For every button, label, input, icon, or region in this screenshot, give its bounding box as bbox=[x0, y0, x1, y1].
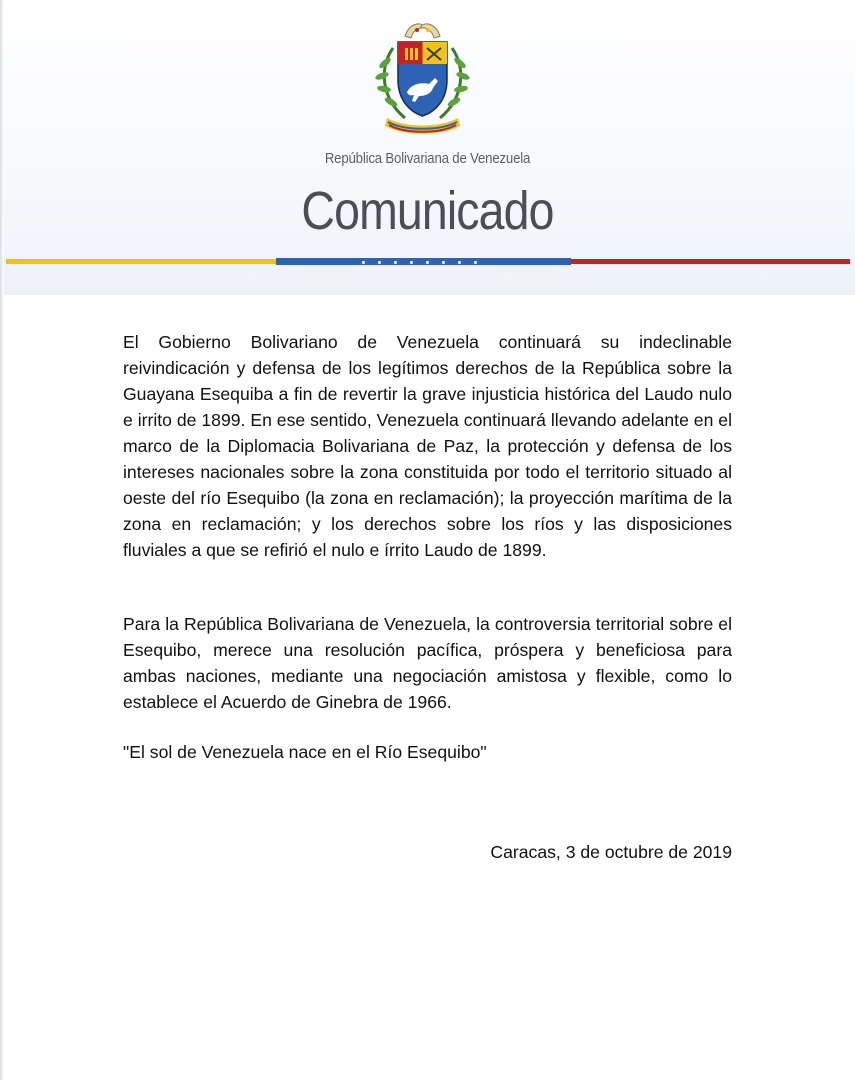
star-icon bbox=[458, 261, 461, 264]
org-name: República Bolivariana de Venezuela bbox=[324, 150, 531, 167]
flag-band-stars bbox=[362, 261, 492, 265]
star-icon bbox=[442, 261, 445, 264]
closing-quote: "El sol de Venezuela nace en el Río Esequibo" bbox=[123, 742, 487, 762]
flag-color-band bbox=[6, 257, 850, 267]
star-icon bbox=[474, 261, 477, 264]
letterhead bbox=[0, 0, 855, 295]
page-title: Comunicado bbox=[301, 181, 554, 241]
flag-band-red bbox=[571, 259, 850, 264]
star-icon bbox=[426, 261, 429, 264]
body-paragraph-1: El Gobierno Bolivariano de Venezuela continuará su indeclinable reivindicación y defensa de los legítimos derechos de la República sobre la Guayana Esequiba a fin de revertir la grave injusticia histórica del Laudo nulo e irrito de 1899. En ese sentido, Venezuela continuará llevando adelante en el marco de la Diplomacia Bolivariana de Paz, la protección y defensa de los intereses nacionales sobre la zona constituida por todo el territorio situado al oeste del río Esequibo (la zona en reclamación); la proyección marítima de la zona en reclamación; y los derechos sobre los ríos y las disposiciones fluviales a que se refirió el nulo e írrito Laudo de 1899. bbox=[123, 332, 732, 560]
star-icon bbox=[362, 261, 365, 264]
star-icon bbox=[378, 261, 381, 264]
star-icon bbox=[394, 261, 397, 264]
body-paragraph-2: Para la República Bolivariana de Venezuela, la controversia territorial sobre el Esequibo, merece una resolución pacífica, próspera y beneficiosa para ambas naciones, mediante una negociación amistosa y flexible, como lo establece el Acuerdo de Ginebra de 1966. bbox=[123, 614, 732, 712]
flag-band-yellow bbox=[6, 259, 276, 264]
star-icon bbox=[410, 261, 413, 264]
coat-of-arms-icon bbox=[365, 18, 480, 136]
place-and-date: Caracas, 3 de octubre de 2019 bbox=[490, 842, 732, 862]
page-edge-shadow bbox=[0, 0, 4, 1080]
